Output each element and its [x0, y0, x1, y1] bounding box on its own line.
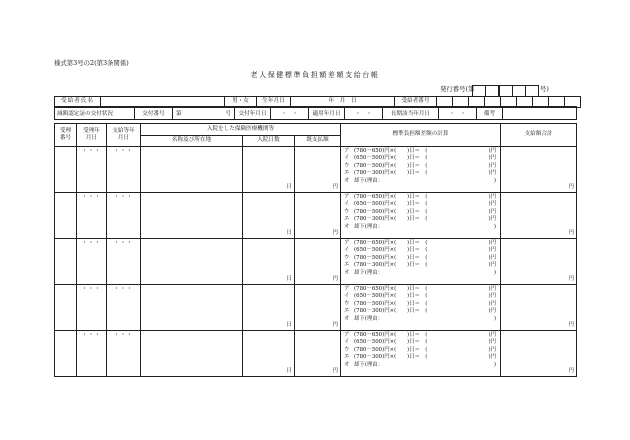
calc-cell[interactable]: [341, 193, 501, 239]
calc-line-text: 却下(理由：: [354, 223, 384, 230]
calc-line-letter: エ: [344, 308, 350, 315]
accept-number-cell[interactable]: [55, 285, 77, 331]
accept-number-cell[interactable]: [55, 331, 77, 377]
calc-line: [344, 362, 500, 369]
calc-line-letter: オ: [344, 223, 350, 230]
calc-line-text: (780－300)円×( )日＝ (: [354, 216, 428, 223]
calc-line-unit: )円: [488, 286, 497, 292]
certificate-header-table: [54, 106, 577, 120]
facility-name-cell[interactable]: [141, 147, 243, 193]
calc-cell[interactable]: [341, 331, 501, 377]
calc-line: [344, 216, 500, 223]
total-amount-cell[interactable]: 円: [501, 239, 577, 285]
calc-line-text: (650－500)円×( )日＝ (: [354, 339, 428, 346]
long-stay-date-label: 長期該当年月日: [383, 107, 439, 120]
pay-date-cell[interactable]: ・・・: [107, 331, 141, 377]
table-row: [55, 285, 577, 331]
calc-line-letter: ウ: [344, 254, 350, 261]
calc-line-unit: )円: [488, 240, 497, 246]
accept-number-cell[interactable]: [55, 239, 77, 285]
issue-number-box[interactable]: [485, 85, 499, 97]
calc-line-letter: ウ: [344, 346, 350, 353]
pay-date-cell[interactable]: ・・・: [107, 147, 141, 193]
cert-number-prefix: 第: [173, 107, 185, 120]
calc-line-text: 却下(理由：: [354, 269, 384, 276]
recipient-number-label: 受給者番号: [395, 97, 437, 108]
calc-line-unit: )円: [488, 170, 497, 177]
calc-line-letter: ウ: [344, 300, 350, 307]
issue-number-box[interactable]: [525, 85, 539, 97]
calc-line-letter: エ: [344, 216, 350, 223]
calc-line-text: (650－500)円×( )日＝ (: [354, 247, 428, 254]
calc-line-letter: イ: [344, 155, 350, 162]
hosp-days-cell[interactable]: 日: [243, 285, 295, 331]
calc-line-unit: )円: [488, 354, 497, 361]
col-pay-date: [107, 124, 141, 147]
calc-line-unit: ): [488, 223, 497, 230]
total-amount-cell[interactable]: 円: [501, 331, 577, 377]
col-facility-name: 名称及び所在地: [141, 136, 243, 147]
pay-date-cell[interactable]: ・・・: [107, 193, 141, 239]
calc-line-text: (780－650)円×( )日＝ (: [354, 286, 428, 292]
accept-number-cell[interactable]: [55, 193, 77, 239]
calc-line-text: (780－650)円×( )日＝ (: [354, 332, 428, 338]
birth-date-field[interactable]: 年 月 日: [291, 97, 395, 108]
calc-line-text: (780－650)円×( )日＝ (: [354, 194, 428, 200]
calc-line-text: (650－500)円×( )日＝ (: [354, 293, 428, 300]
apply-date-field[interactable]: ・ ・: [345, 107, 383, 120]
form-code: 様式第3号の2(第3条関係): [54, 59, 129, 67]
calc-line-letter: イ: [344, 201, 350, 208]
pay-date-cell[interactable]: ・・・: [107, 285, 141, 331]
col-hosp-days: 入院日数: [243, 136, 295, 147]
facility-name-cell[interactable]: [141, 239, 243, 285]
hosp-days-cell[interactable]: 日: [243, 193, 295, 239]
issue-number-box[interactable]: [512, 85, 526, 97]
calc-line: [344, 170, 500, 177]
calc-line-letter: オ: [344, 361, 350, 368]
accept-date-cell[interactable]: ・・・: [77, 239, 107, 285]
calc-line-text: 却下(理由：: [354, 177, 384, 184]
calc-line-letter: ア: [344, 286, 350, 292]
calc-line-letter: イ: [344, 339, 350, 346]
calc-line: [344, 224, 500, 231]
calc-line-text: 却下(理由：: [354, 315, 384, 322]
calc-cell[interactable]: [341, 285, 501, 331]
calc-line: [344, 262, 500, 269]
payment-ledger-table: [54, 123, 577, 377]
calc-line-unit: )円: [488, 332, 497, 338]
cert-status-label: 減額認定証の交付状況: [55, 107, 135, 120]
hosp-days-cell[interactable]: 日: [243, 331, 295, 377]
calc-line-letter: エ: [344, 354, 350, 361]
calc-line-text: (780－500)円×( )日＝ (: [354, 254, 428, 261]
accept-number-cell[interactable]: [55, 147, 77, 193]
total-amount-cell[interactable]: 円: [501, 285, 577, 331]
paid-amount-cell[interactable]: 円: [295, 285, 341, 331]
calc-line-letter: ウ: [344, 208, 350, 215]
hosp-days-cell[interactable]: 日: [243, 239, 295, 285]
remarks-field[interactable]: [503, 107, 577, 120]
calc-line-text: (780－300)円×( )日＝ (: [354, 308, 428, 315]
calc-line: [344, 155, 500, 162]
calc-line-text: (780－650)円×( )日＝ (: [354, 148, 428, 154]
calc-line-unit: ): [488, 361, 497, 368]
calc-line-letter: オ: [344, 315, 350, 322]
table-row: [55, 239, 577, 285]
paid-amount-cell[interactable]: 円: [295, 193, 341, 239]
calc-line-letter: イ: [344, 293, 350, 300]
table-row: [55, 147, 577, 193]
issue-number-label: 発行番号(第: [440, 85, 475, 93]
calc-line-unit: )円: [488, 148, 497, 154]
long-stay-date-field[interactable]: ・ ・: [439, 107, 477, 120]
calc-line-letter: エ: [344, 262, 350, 269]
recipient-name-label: 受給者氏名: [55, 97, 101, 108]
col-facility-group: 入院をした保険医療機関等: [141, 124, 341, 136]
calc-line-text: (780－650)円×( )日＝ (: [354, 240, 428, 246]
calc-line-unit: )円: [488, 262, 497, 269]
cert-number-label: 交付番号: [135, 107, 173, 120]
issue-number-box[interactable]: [499, 85, 513, 97]
calc-line-text: (780－500)円×( )日＝ (: [354, 208, 428, 215]
accept-date-cell[interactable]: ・・・: [77, 147, 107, 193]
calc-line-unit: ): [488, 269, 497, 276]
accept-date-cell[interactable]: ・・・: [77, 285, 107, 331]
calc-line-text: (780－300)円×( )日＝ (: [354, 354, 428, 361]
calc-line: [344, 316, 500, 323]
cert-number-field[interactable]: [185, 107, 223, 120]
calc-line-unit: )円: [488, 216, 497, 223]
total-amount-cell[interactable]: 円: [501, 193, 577, 239]
calc-line: [344, 270, 500, 277]
calc-line-unit: )円: [488, 194, 497, 200]
page-title: 老人保健標準負担額差額支給台帳: [250, 71, 380, 79]
calc-line-text: (650－500)円×( )日＝ (: [354, 155, 428, 162]
remarks-label: 備考: [477, 107, 503, 120]
col-accept-number: [55, 124, 77, 147]
header-row-2: [55, 107, 577, 120]
calc-line-unit: )円: [488, 247, 497, 254]
paid-amount-cell[interactable]: 円: [295, 147, 341, 193]
calc-line: [344, 293, 500, 300]
col-accept-number-label: 受理番号: [59, 127, 72, 141]
apply-date-label: 適用年月日: [309, 107, 345, 120]
col-total: 支給額合計: [501, 124, 577, 147]
calc-line-unit: ): [488, 315, 497, 322]
calc-line-text: (780－300)円×( )日＝ (: [354, 262, 428, 269]
calc-line-unit: )円: [488, 293, 497, 300]
col-accept-date-label: 受理年月日: [83, 127, 100, 141]
calc-line-text: (780－500)円×( )日＝ (: [354, 162, 428, 169]
calc-line: [344, 308, 500, 315]
issue-number-box[interactable]: [472, 85, 486, 97]
calc-line-letter: オ: [344, 269, 350, 276]
calc-line-unit: )円: [488, 346, 497, 353]
calc-line-unit: )円: [488, 155, 497, 162]
calc-line-letter: ア: [344, 194, 350, 200]
calc-line: [344, 178, 500, 185]
issue-number-suffix: 号): [540, 85, 549, 93]
calc-cell[interactable]: [341, 239, 501, 285]
col-pay-date-label: 支給等年月日: [112, 127, 135, 141]
facility-name-cell[interactable]: [141, 331, 243, 377]
calc-line-text: (780－500)円×( )日＝ (: [354, 346, 428, 353]
calc-line-unit: )円: [488, 208, 497, 215]
calc-cell[interactable]: [341, 147, 501, 193]
birth-date-label: 生年月日: [257, 97, 291, 108]
pay-date-cell[interactable]: ・・・: [107, 239, 141, 285]
column-header-row-1: [55, 124, 577, 136]
cert-number-suffix: 号: [223, 107, 235, 120]
calc-line-letter: エ: [344, 170, 350, 177]
calc-line: [344, 247, 500, 254]
ledger-body: [55, 147, 577, 377]
gender-field[interactable]: 男・女: [225, 97, 257, 108]
calc-line-unit: )円: [488, 300, 497, 307]
col-paid: 既支払額: [295, 136, 341, 147]
calc-line-text: (650－500)円×( )日＝ (: [354, 201, 428, 208]
facility-name-cell[interactable]: [141, 193, 243, 239]
hosp-days-cell[interactable]: 日: [243, 147, 295, 193]
calc-line-unit: )円: [488, 162, 497, 169]
calc-line-text: 却下(理由：: [354, 361, 384, 368]
calc-line-unit: )円: [488, 254, 497, 261]
calc-line-text: (780－500)円×( )日＝ (: [354, 300, 428, 307]
calc-line-unit: )円: [488, 339, 497, 346]
table-row: [55, 193, 577, 239]
paid-amount-cell[interactable]: 円: [295, 239, 341, 285]
calc-line-unit: )円: [488, 201, 497, 208]
accept-date-cell[interactable]: ・・・: [77, 193, 107, 239]
cert-issue-date-label: 交付年月日: [235, 107, 271, 120]
calc-line-letter: イ: [344, 247, 350, 254]
calc-line-letter: ア: [344, 148, 350, 154]
total-amount-cell[interactable]: 円: [501, 147, 577, 193]
paid-amount-cell[interactable]: 円: [295, 331, 341, 377]
calc-line-letter: ア: [344, 240, 350, 246]
calc-line-unit: ): [488, 177, 497, 184]
calc-line: [344, 354, 500, 361]
calc-line-unit: )円: [488, 308, 497, 315]
cert-issue-date-field[interactable]: ・ ・: [271, 107, 309, 120]
calc-line: [344, 201, 500, 208]
calc-line-text: (780－300)円×( )日＝ (: [354, 170, 428, 177]
col-accept-date: [77, 124, 107, 147]
facility-name-cell[interactable]: [141, 285, 243, 331]
calc-line-letter: オ: [344, 177, 350, 184]
issue-number-boxes[interactable]: [473, 85, 539, 97]
table-row: [55, 331, 577, 377]
calc-line-letter: ウ: [344, 162, 350, 169]
calc-line-letter: ア: [344, 332, 350, 338]
accept-date-cell[interactable]: ・・・: [77, 331, 107, 377]
calc-line: [344, 339, 500, 346]
col-calc: 標準負担額差額の計算: [341, 124, 501, 147]
